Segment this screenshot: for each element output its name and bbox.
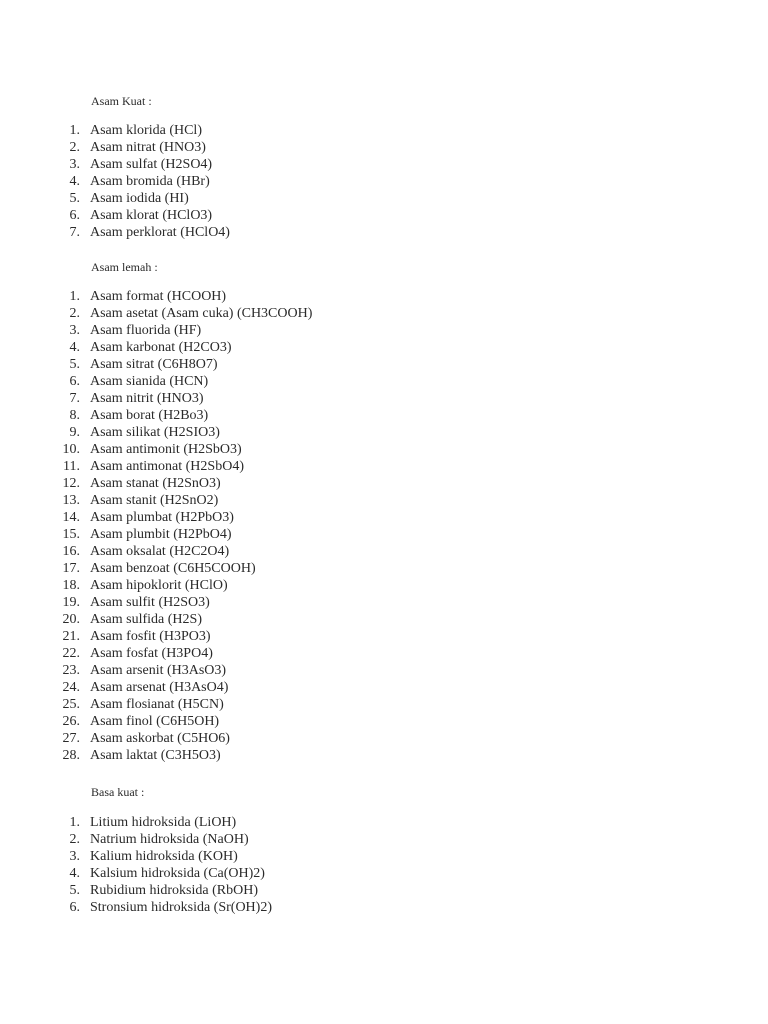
list-item-text: Kalsium hidroksida (Ca(OH)2) (90, 866, 265, 881)
list-item-number: 6. (69, 374, 80, 389)
list-item-text: Asam hipoklorit (HClO) (90, 578, 228, 593)
list-item-text: Asam iodida (HI) (90, 191, 189, 206)
list-item-text: Asam format (HCOOH) (90, 289, 227, 304)
list-item-text: Asam nitrat (HNO3) (90, 140, 206, 155)
list-item-text: Asam antimonat (H2SbO4) (90, 459, 244, 474)
list-item-text: Asam antimonit (H2SbO3) (90, 442, 242, 457)
list-item-text: Natrium hidroksida (NaOH) (90, 832, 249, 847)
list-item (0, 594, 768, 611)
list-item-text: Stronsium hidroksida (Sr(OH)2) (90, 900, 272, 915)
list-item (0, 679, 768, 696)
list-item-number: 7. (69, 391, 80, 406)
list-item-number: 6. (69, 900, 80, 915)
list-item-number: 2. (69, 832, 80, 847)
list-item-text: Asam askorbat (C5HO6) (90, 731, 230, 746)
list-item-number: 21. (62, 629, 80, 644)
list-item-number: 5. (69, 357, 80, 372)
list-item-number: 1. (69, 123, 80, 138)
section-heading: Asam Kuat : (91, 94, 152, 108)
list-item-number: 2. (69, 140, 80, 155)
list-item (0, 424, 768, 441)
list-item-text: Asam stanat (H2SnO3) (90, 476, 221, 491)
list-item (0, 156, 768, 173)
list-item-number: 16. (62, 544, 80, 559)
list-item-number: 14. (62, 510, 80, 525)
list-item-number: 28. (62, 748, 80, 763)
list-item (0, 224, 768, 241)
list-item-number: 4. (69, 340, 80, 355)
list-item-text: Rubidium hidroksida (RbOH) (90, 883, 258, 898)
list-item (0, 475, 768, 492)
list-item-number: 5. (69, 883, 80, 898)
list-item-number: 15. (62, 527, 80, 542)
acid-weak-list (0, 288, 768, 764)
list-item (0, 407, 768, 424)
list-item-text: Asam fluorida (HF) (90, 323, 202, 338)
list-item (0, 899, 768, 916)
list-item-number: 4. (69, 174, 80, 189)
list-item-text: Asam klorat (HClO3) (90, 208, 213, 223)
list-item (0, 190, 768, 207)
list-item (0, 458, 768, 475)
list-item-number: 1. (69, 815, 80, 830)
list-item (0, 814, 768, 831)
list-item (0, 122, 768, 139)
list-item-number: 5. (69, 191, 80, 206)
list-item (0, 696, 768, 713)
list-item (0, 139, 768, 156)
list-item (0, 173, 768, 190)
list-item (0, 645, 768, 662)
list-item-number: 6. (69, 208, 80, 223)
list-item-number: 27. (62, 731, 80, 746)
list-item-number: 24. (62, 680, 80, 695)
list-item-number: 3. (69, 849, 80, 864)
list-item-number: 11. (63, 459, 80, 474)
list-item-number: 4. (69, 866, 80, 881)
list-item-text: Asam borat (H2Bo3) (90, 408, 209, 423)
list-item-number: 8. (69, 408, 80, 423)
list-item-text: Asam nitrit (HNO3) (90, 391, 204, 406)
list-item-text: Asam finol (C6H5OH) (90, 714, 220, 729)
list-item-text: Asam arsenit (H3AsO3) (90, 663, 227, 678)
list-item (0, 848, 768, 865)
list-item-text: Litium hidroksida (LiOH) (90, 815, 237, 830)
list-item (0, 831, 768, 848)
list-item-text: Asam plumbat (H2PbO3) (90, 510, 234, 525)
list-item-number: 7. (69, 225, 80, 240)
list-item-number: 10. (62, 442, 80, 457)
list-item (0, 865, 768, 882)
list-item (0, 543, 768, 560)
list-item-number: 26. (62, 714, 80, 729)
list-item (0, 882, 768, 899)
list-item-text: Asam perklorat (HClO4) (90, 225, 230, 240)
list-item (0, 305, 768, 322)
list-item-text: Asam laktat (C3H5O3) (90, 748, 221, 763)
list-item (0, 730, 768, 747)
list-item (0, 662, 768, 679)
list-item-text: Asam plumbit (H2PbO4) (90, 527, 232, 542)
acid-strong-list (0, 122, 768, 241)
list-item-number: 18. (62, 578, 80, 593)
list-item-text: Kalium hidroksida (KOH) (90, 849, 238, 864)
list-item-number: 13. (62, 493, 80, 508)
list-item (0, 373, 768, 390)
list-item (0, 339, 768, 356)
list-item (0, 390, 768, 407)
list-item (0, 611, 768, 628)
list-item-text: Asam silikat (H2SIO3) (90, 425, 220, 440)
list-item-text: Asam sulfat (H2SO4) (90, 157, 213, 172)
list-item (0, 560, 768, 577)
list-item-number: 22. (62, 646, 80, 661)
list-item-text: Asam oksalat (H2C2O4) (90, 544, 230, 559)
list-item-text: Asam fosfit (H3PO3) (90, 629, 211, 644)
list-item (0, 207, 768, 224)
list-item (0, 713, 768, 730)
list-item (0, 526, 768, 543)
list-item (0, 577, 768, 594)
section-heading: Asam lemah : (91, 260, 158, 274)
list-item-text: Asam stanit (H2SnO2) (90, 493, 219, 508)
list-item (0, 288, 768, 305)
list-item-number: 9. (69, 425, 80, 440)
list-item-text: Asam sianida (HCN) (90, 374, 209, 389)
list-item-number: 23. (62, 663, 80, 678)
list-item-text: Asam arsenat (H3AsO4) (90, 680, 229, 695)
list-item-number: 3. (69, 323, 80, 338)
list-item-number: 2. (69, 306, 80, 321)
list-item-text: Asam klorida (HCl) (90, 123, 202, 138)
list-item-text: Asam sitrat (C6H8O7) (90, 357, 218, 372)
list-item-text: Asam sulfida (H2S) (90, 612, 202, 627)
list-item-number: 20. (62, 612, 80, 627)
list-item (0, 492, 768, 509)
list-item-text: Asam sulfit (H2SO3) (90, 595, 210, 610)
list-item-text: Asam bromida (HBr) (90, 174, 210, 189)
list-item (0, 747, 768, 764)
section-heading: Basa kuat : (91, 785, 145, 799)
list-item (0, 356, 768, 373)
list-item-number: 3. (69, 157, 80, 172)
list-item-text: Asam flosianat (H5CN) (90, 697, 224, 712)
list-item-number: 17. (62, 561, 80, 576)
list-item (0, 441, 768, 458)
list-item (0, 628, 768, 645)
list-item-text: Asam asetat (Asam cuka) (CH3COOH) (90, 306, 313, 321)
list-item (0, 509, 768, 526)
list-item-number: 19. (62, 595, 80, 610)
list-item (0, 322, 768, 339)
list-item-number: 25. (62, 697, 80, 712)
list-item-text: Asam fosfat (H3PO4) (90, 646, 213, 661)
list-item-text: Asam karbonat (H2CO3) (90, 340, 232, 355)
list-item-text: Asam benzoat (C6H5COOH) (90, 561, 256, 576)
base-strong-list (0, 814, 768, 916)
list-item-number: 12. (62, 476, 80, 491)
list-item-number: 1. (69, 289, 80, 304)
